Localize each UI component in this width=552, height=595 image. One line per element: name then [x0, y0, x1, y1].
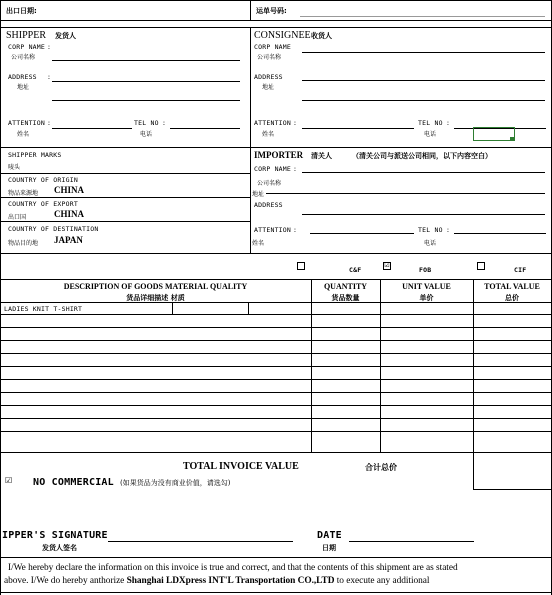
consignee-tel-cn: 电话 — [424, 131, 437, 138]
cf-checkbox[interactable] — [297, 262, 305, 270]
importer-corp-name-field[interactable] — [302, 172, 545, 173]
fob-checkbox[interactable] — [383, 262, 391, 270]
table-row[interactable] — [0, 392, 551, 393]
destination-label: COUNTRY OF DESTINATION — [8, 225, 99, 233]
date-label: DATE — [317, 530, 342, 541]
export-country-label: COUNTRY OF EXPORT — [8, 200, 78, 208]
table-row[interactable] — [0, 379, 551, 380]
shipper-address-field-1[interactable] — [52, 81, 240, 82]
importer-title-cn: 清关人 — [311, 152, 332, 160]
unit-header: UNIT VALUE — [402, 282, 451, 291]
importer-attention-cn: 姓名 — [252, 240, 265, 247]
shipper-corp-name-field[interactable] — [52, 60, 240, 61]
consignee-attention-cn: 姓名 — [262, 131, 275, 138]
importer-tel-field[interactable] — [454, 233, 546, 234]
table-row[interactable] — [0, 405, 551, 406]
shipper-signature-cn: 发货人签名 — [42, 544, 77, 552]
total-invoice-value-label: TOTAL INVOICE VALUE — [183, 461, 299, 472]
importer-tel-label: TEL NO — [418, 226, 443, 234]
declaration-line-2: above. I/We do hereby anthorize Shanghai LDXpress INT'L Transportation CO.,LTD to execute any additional — [4, 576, 430, 586]
export-country-value: CHINA — [54, 209, 85, 219]
importer-corp-name-cn: 公司名称 — [257, 180, 282, 187]
cif-label: CIF — [514, 266, 527, 274]
table-row[interactable] — [0, 418, 551, 419]
table-row[interactable] — [0, 366, 551, 367]
importer-tel-cn: 电话 — [424, 240, 437, 247]
shipper-address-label: ADDRESS — [8, 73, 37, 81]
export-country-cn: 出口国 — [8, 214, 27, 221]
importer-address-field-1[interactable] — [266, 193, 545, 194]
shipper-attention-field[interactable] — [52, 128, 132, 129]
consignee-attention-label: ATTENTION — [254, 119, 292, 127]
importer-attention-label: ATTENTION — [254, 226, 292, 234]
fob-label: FOB — [419, 266, 432, 274]
fob-check-mark: ☑ — [384, 262, 390, 269]
shipper-attention-cn: 姓名 — [17, 131, 30, 138]
desc-header: DESCRIPTION OF GOODS MATERIAL QUALITY — [63, 282, 248, 291]
shipper-tel-cn: 电话 — [140, 131, 153, 138]
total-invoice-value-cn: 合计总价 — [365, 463, 397, 472]
selected-cell-highlight[interactable] — [473, 127, 515, 141]
no-commercial-note: (如果货品为没有商业价值，请选勾) — [120, 479, 231, 487]
consignee-corp-name-field[interactable] — [302, 52, 545, 53]
origin-label: COUNTRY OF ORIGIN — [8, 176, 78, 184]
shipper-tel-label: TEL NO — [134, 119, 159, 127]
declaration-company: Shanghai LDXpress INT'L Transportation CO.,LTD — [126, 576, 335, 586]
consignee-title-cn: 收货人 — [311, 32, 332, 40]
consignee-address-label: ADDRESS — [254, 73, 283, 81]
consignee-attention-field[interactable] — [302, 128, 414, 129]
export-date-label: 出口日期: — [6, 7, 37, 15]
consignee-title: CONSIGNEE — [254, 30, 311, 41]
cf-label: C&F — [349, 266, 362, 274]
desc-header-cn: 货品详细描述 材质 — [126, 294, 185, 302]
waybill-number-label: 运单号码: — [256, 7, 287, 15]
consignee-corp-name-label: CORP NAME — [254, 43, 292, 51]
consignee-tel-label: TEL NO — [418, 119, 443, 127]
cell-fill-handle[interactable] — [510, 137, 514, 141]
shipper-attention-label: ATTENTION — [8, 119, 46, 127]
unit-header-cn: 单价 — [419, 294, 434, 302]
no-commercial-checkbox[interactable]: ☑ — [5, 476, 13, 485]
date-field[interactable] — [349, 541, 474, 542]
destination-cn: 物品目的地 — [8, 240, 39, 247]
consignee-address-field-1[interactable] — [302, 80, 545, 81]
shipper-signature-label: IPPER'S SIGNATURE — [2, 530, 108, 541]
shipper-corp-name-cn: 公司名称 — [11, 54, 36, 61]
invoice-form: 出口日期: 运单号码: SHIPPER 发货人 CORP NAME : 公司名称 ADDRESS : 地址 ATTENTION : 姓名 TEL NO : 电话 CONSIGNEE 收货人 CORP NAME 公司名称 ADDRESS 地址 ATTENTION : 姓名 TEL NO : 电话 SHIPPER MARKS 唛头 COUNTRY OF ORIGIN 物品来源地 CHINA COUNTRY OF EXPORT 出口国 CHINA COUNTRY OF DESTINATION 物品目的地 JAPAN IMPORTER 清关人 （清关公司与派送公司相同，以下内容空白） CORP NAME : 公司名称 地址 ADDRESS ATTENTION : 姓名 TEL NO : 电话 C&F ☑ FOB CIF DESCRIPTION OF GOODS MATERIAL QUALITY 货品详细描述 材质 QUANTITY 货品数量 UNIT VALUE 单价 TOTAL VALUE 总价 LADIES KNIT T-SHIRT TOTAL INVOICE VALUE 合计总价 ☑ NO COMMERCIAL (如果货品为没有商业价值，请选勾) IPPER'S SIGNATURE 发货人签名 DATE 日期 I/We hereby declare the information on this invoice is true and correct, and that the contents of this shipment are as stated above. I/We do hereby anthorize Shanghai LDXpress INT'L Transportation CO.,LTD to execute any additional — [0, 0, 552, 595]
importer-attention-field[interactable] — [310, 233, 414, 234]
shipper-corp-name-label: CORP NAME — [8, 43, 46, 51]
destination-value: JAPAN — [54, 235, 83, 245]
qty-header: QUANTITY — [323, 282, 368, 291]
no-commercial-label: NO COMMERCIAL — [33, 477, 114, 488]
table-row[interactable] — [0, 353, 551, 354]
total-header-cn: 总价 — [505, 294, 519, 302]
shipper-title: SHIPPER — [6, 30, 47, 41]
importer-corp-name-label: CORP NAME — [254, 165, 292, 173]
table-row[interactable] — [0, 327, 551, 328]
origin-value: CHINA — [54, 185, 85, 195]
importer-address-label: ADDRESS — [254, 201, 283, 209]
total-header: TOTAL VALUE — [484, 282, 540, 291]
shipper-marks-cn: 唛头 — [8, 164, 21, 171]
shipper-address-cn: 地址 — [17, 84, 30, 91]
consignee-corp-name-cn: 公司名称 — [257, 54, 282, 61]
cif-checkbox[interactable] — [477, 262, 485, 270]
shipper-marks-label: SHIPPER MARKS — [8, 151, 62, 159]
declaration-line-1: I/We hereby declare the information on this invoice is true and correct, and that the contents of this shipment are as stated — [8, 563, 458, 573]
qty-header-cn: 货品数量 — [331, 294, 360, 302]
consignee-address-cn: 地址 — [262, 84, 275, 91]
shipper-title-cn: 发货人 — [55, 32, 76, 40]
importer-address-field-2[interactable] — [302, 214, 545, 215]
shipper-address-field-2[interactable] — [52, 100, 240, 101]
table-row[interactable] — [0, 340, 551, 341]
date-cn: 日期 — [322, 544, 336, 552]
origin-cn: 物品来源地 — [8, 190, 39, 197]
importer-address-cn: 地址 — [252, 191, 265, 198]
shipper-tel-field[interactable] — [170, 128, 240, 129]
item-row-1-description: LADIES KNIT T-SHIRT — [4, 305, 83, 313]
consignee-address-field-2[interactable] — [302, 100, 545, 101]
table-row[interactable] — [0, 431, 551, 432]
importer-note: （清关公司与派送公司相同，以下内容空白） — [352, 152, 492, 160]
signature-field[interactable] — [108, 541, 293, 542]
waybill-number-field[interactable] — [300, 16, 545, 17]
importer-title: IMPORTER — [254, 150, 304, 160]
